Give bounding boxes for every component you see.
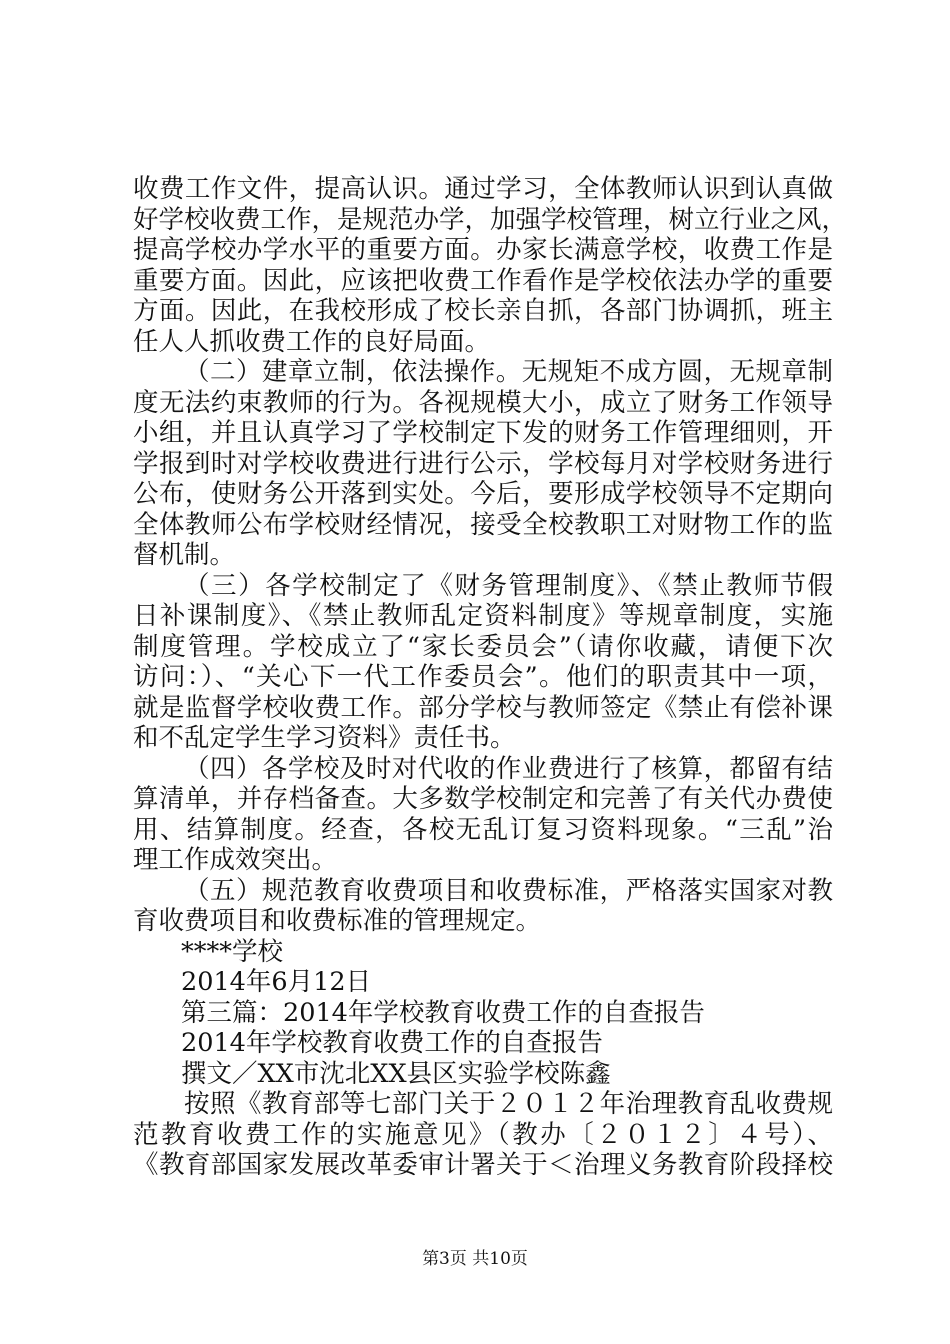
document-body: [133, 174, 848, 1181]
text-line: 度无法约束教师的行为。各视规模大小，成立了财务工作领导: [133, 387, 833, 418]
text-line: 好学校收费工作，是规范办学，加强学校管理，树立行业之风，: [133, 204, 848, 235]
text-line: 重要方面。因此，应该把收费工作看作是学校依法办学的重要: [133, 265, 833, 296]
text-line: 2014年学校教育收费工作的自查报告: [181, 1028, 603, 1058]
text-line: 督机制。: [133, 540, 236, 570]
text-line: 任人人抓收费工作的良好局面。: [133, 326, 491, 357]
text-line: 方面。因此，在我校形成了校长亲自抓，各部门协调抓，班主: [133, 296, 833, 326]
text-line: 范教育收费工作的实施意见》（教办〔２０１２〕４号）、: [133, 1119, 833, 1150]
text-line: 育收费项目和收费标准的管理规定。: [133, 906, 542, 936]
text-line: 公布，使财务公开落到实处。今后，要形成学校领导不定期向: [133, 479, 833, 509]
text-line: 用、结算制度。经查，各校无乱订复习资料现象。“三乱”治: [133, 814, 833, 845]
text-line: ****学校: [181, 936, 284, 967]
text-line: 和不乱定学生学习资料》责任书。: [133, 723, 516, 753]
text-line: 《教育部国家发展改革委审计署关于＜治理义务教育阶段择校: [133, 1150, 833, 1180]
text-line: 日补课制度》、《禁止教师乱定资料制度》等规章制度，实施: [133, 601, 833, 631]
text-line: （三）各学校制定了《财务管理制度》、《禁止教师节假: [184, 570, 833, 601]
text-line: （四）各学校及时对代收的作业费进行了核算，都留有结: [184, 753, 833, 784]
text-line: 撰文／XX市沈北XX县区实验学校陈鑫: [181, 1058, 611, 1089]
text-line: （二）建章立制，依法操作。无规矩不成方圆，无规章制: [184, 357, 833, 387]
text-line: 全体教师公布学校财经情况，接受全校教职工对财物工作的监: [133, 509, 833, 540]
text-line: 就是监督学校收费工作。部分学校与教师签定《禁止有偿补课: [133, 692, 833, 723]
page-footer: 第3页 共10页: [422, 1249, 528, 1269]
text-line: 访问：）、“关心下一代工作委员会”。他们的职责其中一项，: [133, 662, 833, 692]
text-line: （五）规范教育收费项目和收费标准，严格落实国家对教: [184, 875, 833, 906]
text-line: 按照《教育部等七部门关于２０１２年治理教育乱收费规: [184, 1089, 833, 1119]
text-line: 学报到时对学校收费进行进行公示，学校每月对学校财务进行: [133, 448, 833, 479]
text-line: 理工作成效突出。: [133, 845, 338, 875]
text-line: 制度管理。学校成立了“家长委员会”（请你收藏，请便下次: [133, 631, 833, 662]
text-line: 提高学校办学水平的重要方面。办家长满意学校，收费工作是: [133, 235, 833, 265]
text-line: 收费工作文件，提高认识。通过学习，全体教师认识到认真做: [133, 174, 833, 204]
text-line: 算清单，并存档备查。大多数学校制定和完善了有关代办费使: [133, 784, 833, 814]
text-line: 小组，并且认真学习了学校制定下发的财务工作管理细则，开: [133, 418, 833, 448]
text-line: 第三篇：2014年学校教育收费工作的自查报告: [181, 997, 705, 1028]
text-line: 2014年6月12日: [181, 967, 372, 997]
